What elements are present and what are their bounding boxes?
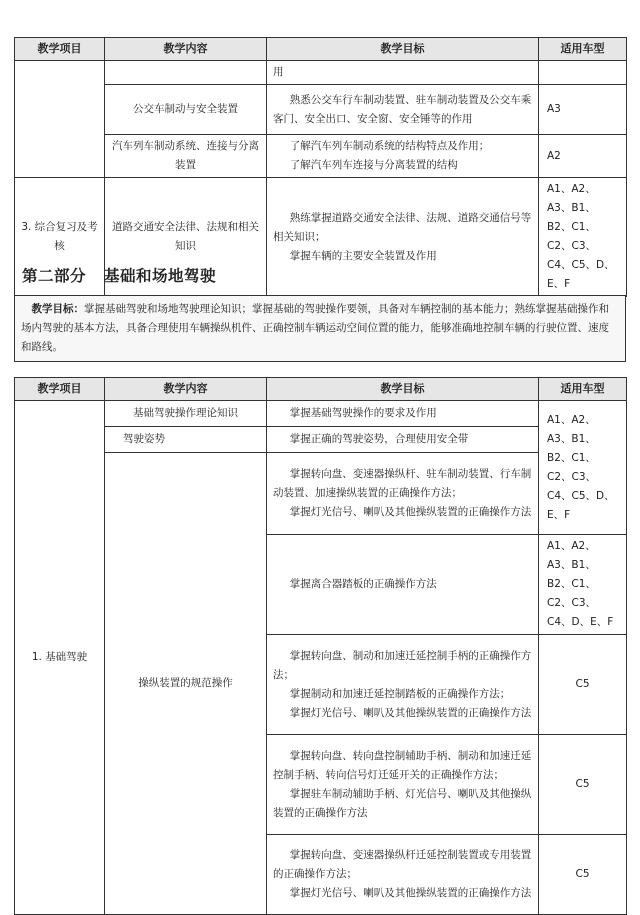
types-cell: A1、A2、A3、B1、B2、C1、C2、C3、C4、C5、D、E、F [539, 178, 627, 297]
types-cell: C5 [539, 835, 627, 915]
goal-text: 掌握转向盘、转向盘控制辅助手柄、制动和加速迁延控制手柄、转向信号灯迁延开关的正确操作方法； [273, 749, 532, 781]
header-types: 适用车型 [539, 38, 627, 61]
goal-cell [267, 635, 539, 735]
section-part: 第二部分 [22, 266, 87, 285]
goal-text: 掌握转向盘、制动和加速迁延控制手柄的正确操作方法； [273, 649, 532, 681]
project-cell-empty [15, 61, 105, 178]
table-row [15, 401, 627, 427]
table-row [15, 427, 627, 453]
content-cell: 驾驶姿势 [105, 427, 267, 453]
header-content: 教学内容 [105, 38, 267, 61]
header-project: 教学项目 [15, 38, 105, 61]
goal-text: 掌握灯光信号、喇叭及其他操纵装置的正确操作方法 [289, 706, 532, 719]
goal-text: 掌握灯光信号、喇叭及其他操纵装置的正确操作方法 [289, 506, 532, 518]
types-cell: A1、A2、A3、B1、B2、C1、C2、C3、C4、C5、D、E、F [539, 401, 627, 535]
table-header-row [15, 38, 627, 61]
content-cell: 基础驾驶操作理论知识 [105, 401, 267, 427]
header-goal: 教学目标 [267, 378, 539, 401]
section-title [22, 264, 216, 286]
header-content: 教学内容 [105, 378, 267, 401]
types-cell: C5 [539, 635, 627, 735]
goal-text: 掌握正确的驾驶姿势，合理使用安全带 [289, 433, 469, 445]
goal-cell [267, 535, 539, 635]
goal-text: 掌握驻车制动辅助手柄、灯光信号、喇叭及其他操纵装置的正确操作方法 [273, 787, 532, 819]
header-goal: 教学目标 [267, 38, 539, 61]
goal-text: 掌握制动和加速迁延控制踏板的正确操作方法； [289, 687, 511, 700]
project-cell: 3. 综合复习及考核 [15, 178, 105, 297]
goal-description: 掌握基础驾驶和场地驾驶理论知识；掌握基础的驾驶操作要领，具备对车辆控制的基本能力；熟练掌握基础操作和场内驾驶的基本方法，具备合理使用车辆操纵机件、正确控制车辆运动空间位置的能力，能够准确地控制车辆的行驶位置、速度和路线。 [21, 303, 609, 353]
types-cell: C5 [539, 735, 627, 835]
content-cell: 操纵装置的规范操作 [105, 453, 267, 915]
goal-text: 熟练掌握道路交通安全法律、法规、道路交通信号等相关知识； [273, 211, 532, 243]
table-row [15, 85, 627, 135]
goal-text: 用 [273, 66, 284, 78]
goal-cell [267, 427, 539, 453]
section-heading: 基础和场地驾驶 [104, 266, 217, 285]
teaching-goal-box [14, 295, 626, 362]
goal-cell [267, 61, 539, 85]
goal-cell [267, 735, 539, 835]
goal-cell [267, 178, 539, 297]
goal-text: 掌握灯光信号、喇叭及其他操纵装置的正确操作方法 [289, 887, 532, 899]
goal-cell [267, 401, 539, 427]
goal-cell [267, 135, 539, 178]
project-cell: 1. 基础驾驶 [15, 401, 105, 915]
header-project: 教学项目 [15, 378, 105, 401]
goal-text: 掌握转向盘、变速器操纵杆迁延控制装置或专用装置的正确操作方法； [273, 849, 532, 880]
goal-text: 掌握转向盘、变速器操纵杆、驻车制动装置、行车制动装置、加速操纵装置的正确操作方法； [273, 468, 532, 499]
content-cell: 道路交通安全法律、法规和相关知识 [105, 178, 267, 297]
goal-label: 教学目标： [31, 303, 84, 315]
types-cell [539, 61, 627, 85]
content-cell: 公交车制动与安全装置 [105, 85, 267, 135]
goal-cell [267, 453, 539, 535]
header-types: 适用车型 [539, 378, 627, 401]
table-header-row [15, 378, 627, 401]
goal-text: 掌握基础驾驶操作的要求及作用 [289, 407, 437, 419]
goal-text: 掌握离合器踏板的正确操作方法 [289, 578, 437, 590]
content-cell: 汽车列车制动系统、连接与分离装置 [105, 135, 267, 178]
goal-text: 了解汽车列车制动系统的结构特点及作用； [289, 140, 490, 152]
table-row [15, 453, 627, 535]
types-cell: A2 [539, 135, 627, 178]
goal-cell [267, 85, 539, 135]
goal-text: 掌握车辆的主要安全装置及作用 [289, 249, 437, 262]
types-cell: A3 [539, 85, 627, 135]
table-row [15, 61, 627, 85]
curriculum-table-2 [14, 377, 627, 915]
goal-text: 熟悉公交车行车制动装置、驻车制动装置及公交车乘客门、安全出口、安全窗、安全锤等的作用 [273, 93, 532, 125]
goal-text: 了解汽车列车连接与分离装置的结构 [289, 159, 458, 171]
goal-cell [267, 835, 539, 915]
types-cell: A1、A2、A3、B1、B2、C1、C2、C3、C4、D、E、F [539, 535, 627, 635]
table-row [15, 135, 627, 178]
content-cell [105, 61, 267, 85]
curriculum-table-1 [14, 37, 627, 297]
